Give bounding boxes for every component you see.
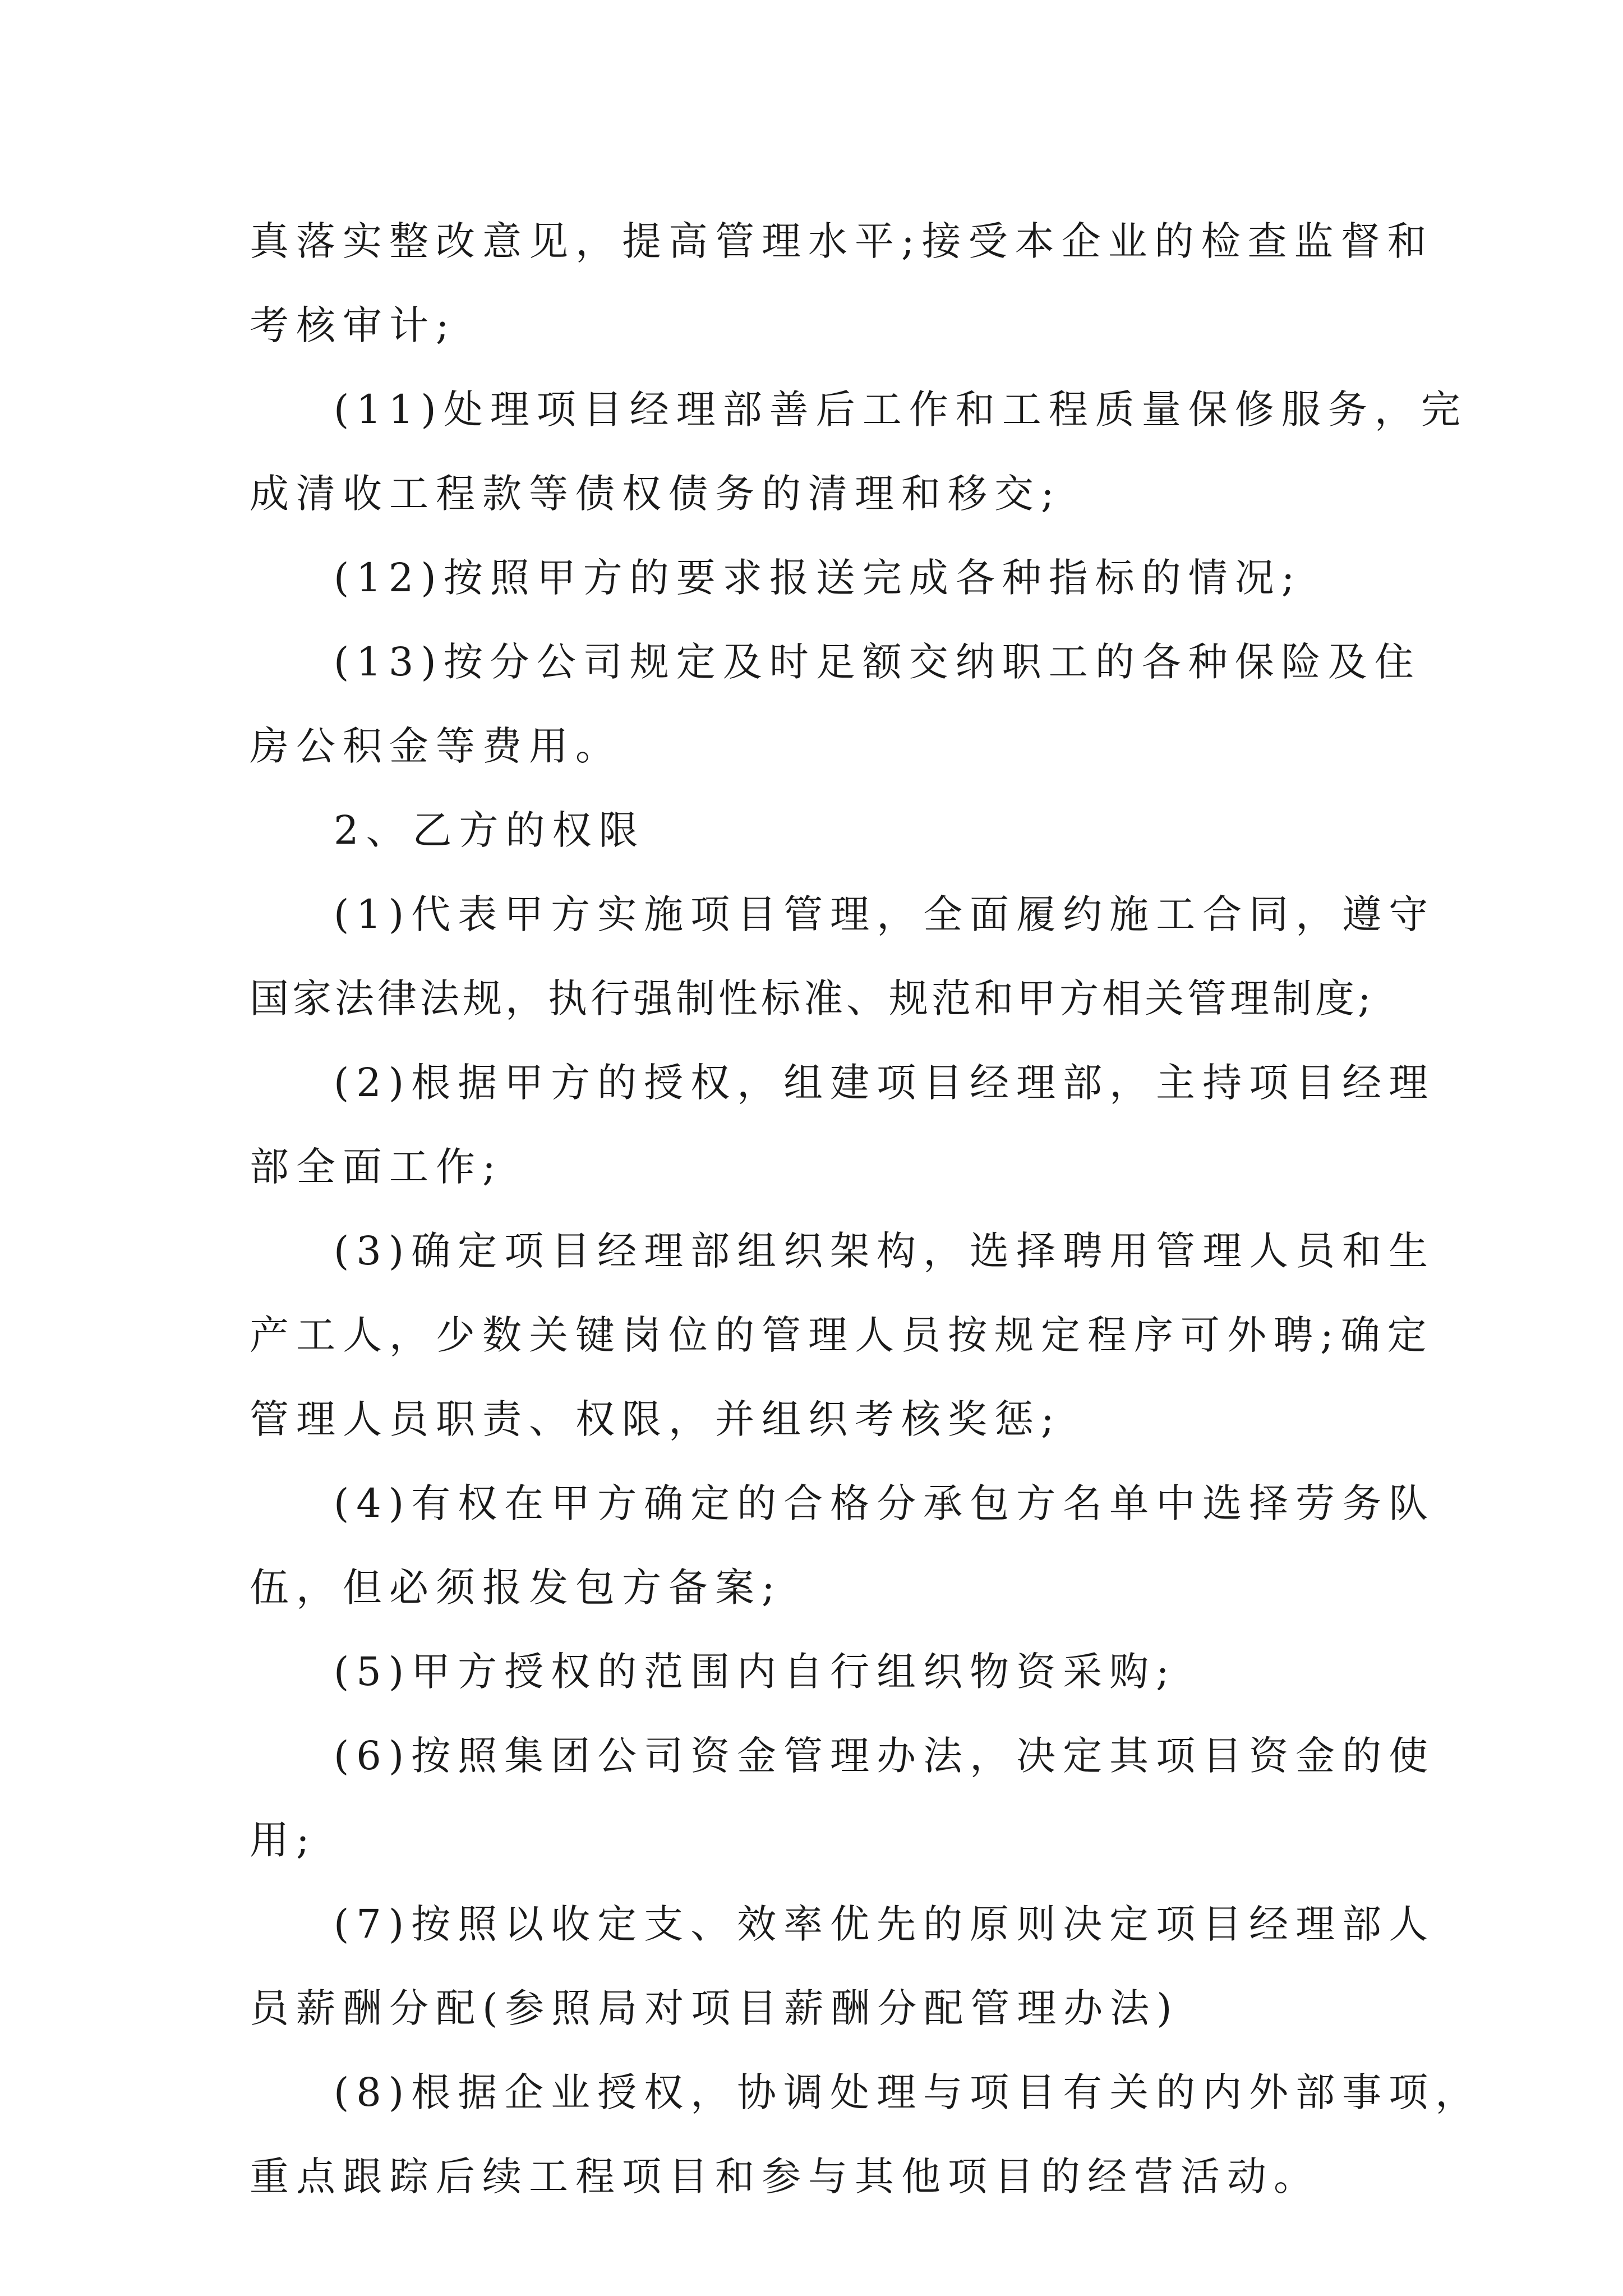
paragraph-line: (11)处理项目经理部善后工作和工程质量保修服务，完 <box>334 386 1468 432</box>
paragraph-line: 考核审计; <box>250 302 457 348</box>
paragraph-line: 重点跟踪后续工程项目和参与其他项目的经营活动。 <box>250 2154 1320 2200</box>
paragraph-line: 管理人员职责、权限，并组织考核奖惩; <box>250 1396 1062 1442</box>
paragraph-line: 产工人，少数关键岗位的管理人员按规定程序可外聘;确定 <box>250 1312 1434 1358</box>
paragraph-line: (2)根据甲方的授权，组建项目经理部，主持项目经理 <box>334 1060 1436 1106</box>
paragraph-line: (6)按照集团公司资金管理办法，决定其项目资金的使 <box>334 1733 1436 1779</box>
paragraph-line: (13)按分公司规定及时足额交纳职工的各种保险及住 <box>334 639 1421 685</box>
paragraph-line: 房公积金等费用。 <box>250 723 622 769</box>
paragraph-line: (3)确定项目经理部组织架构，选择聘用管理人员和生 <box>334 1228 1436 1274</box>
paragraph-line: (1)代表甲方实施项目管理，全面履约施工合同，遵守 <box>334 891 1436 937</box>
paragraph-line: (4)有权在甲方确定的合格分承包方名单中选择劳务队 <box>334 1480 1436 1526</box>
paragraph-line: (7)按照以收定支、效率优先的原则决定项目经理部人 <box>334 1901 1436 1947</box>
paragraph-line: 用; <box>250 1817 317 1863</box>
paragraph-line: 成清收工程款等债权债务的清理和移交; <box>250 471 1062 517</box>
section-heading: 2、乙方的权限 <box>334 807 645 853</box>
paragraph-line: (5)甲方授权的范围内自行组织物资采购; <box>334 1649 1177 1695</box>
paragraph-line: 国家法律法规，执行强制性标准、规范和甲方相关管理制度; <box>250 976 1375 1022</box>
paragraph-line: (8)根据企业授权，协调处理与项目有关的内外部事项， <box>334 2069 1482 2115</box>
paragraph-line: 伍，但必须报发包方备案; <box>250 1565 782 1611</box>
paragraph-line: (12)按照甲方的要求报送完成各种指标的情况; <box>334 555 1302 601</box>
paragraph-line: 真落实整改意见，提高管理水平;接受本企业的检查监督和 <box>250 218 1434 264</box>
paragraph-line: 部全面工作; <box>250 1144 503 1190</box>
paragraph-line: 员薪酬分配(参照局对项目薪酬分配管理办法) <box>250 1985 1179 2031</box>
